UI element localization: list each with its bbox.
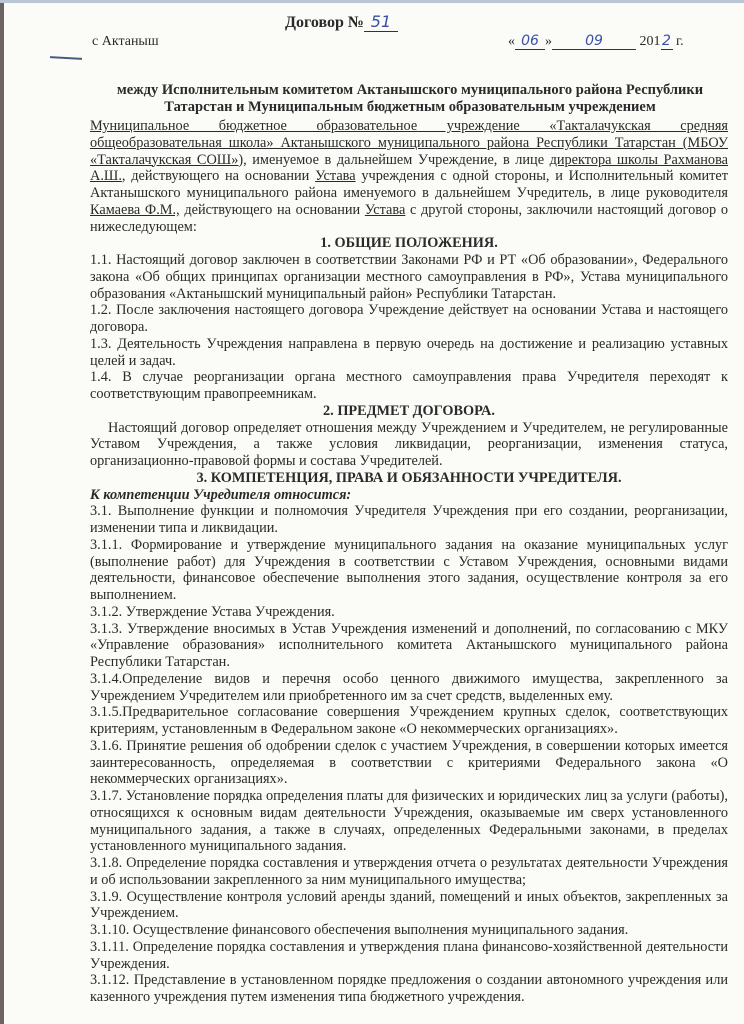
text-segment: учреждения с одной стороны, и Исполнительный комитет Актанышского муниципального района именуемого в дальнейшем Учредитель, в лице руководителя	[90, 168, 728, 201]
clause-paragraph: 1.4. В случае реорганизации органа местного самоуправления права Учредителя переходят к соответствующим правопреемникам.	[90, 369, 728, 402]
scan-edge-left	[0, 0, 4, 1024]
contract-number: 51	[364, 12, 398, 32]
underlined-segment: Муниципальное бюджетное образовательное учреждение «Такталачукская средняя общеобразовательная школа» Актанышского муниципального района Республики Татарстан (МБОУ «Такталачукская СОШ»),	[90, 118, 728, 168]
section-heading: 3. КОМПЕТЕНЦИЯ, ПРАВА И ОБЯЗАННОСТИ УЧРЕДИТЕЛЯ.	[196, 469, 622, 486]
clause-paragraph: Настоящий договор определяет отношения между Учреждением и Учредителем, не регулированные Уставом Учреждения, а также условия ликвидации, реорганизации, изменения статуса, организационно-правовой формы и состава Учредителей.	[90, 419, 728, 469]
clause-paragraph: 3.1.11. Определение порядка составления и утверждения плана финансово-хозяйственной деятельности Учреждения.	[90, 938, 728, 972]
clause-paragraph: 3.1.8. Определение порядка составления и утверждения отчета о результатах деятельности Учреждения и об использовании закрепленного за ним муниципального имущества;	[90, 855, 728, 888]
clause-paragraph: 3.1.1. Формирование и утверждение муниципального задания на оказание муниципальных услуг (выполнение работ) для Учреждения в соответствии с Уставом Учреждения, основными видами деятельности, финансовое обеспечение выполнения этого задания, осуществление контроля за его выполнением.	[90, 536, 728, 603]
clause-paragraph: 3.1.5.Предварительное согласование совершения Учреждением крупных сделок, соответствующих критериям, установленным в Федеральном законе «О некоммерческих организациях».	[90, 704, 728, 737]
title-text: Договор №	[285, 14, 364, 31]
underlined-segment: директора школы Рахманова А.Ш.	[90, 151, 728, 185]
clause-paragraph: 3.1.6. Принятие решения об одобрении сделок с участием Учреждения, в совершении которых имеется заинтересованность, определяемая в соответствии с критериями Федерального закона «О некоммерческих организациях».	[90, 737, 728, 788]
underlined-segment: Камаева Ф.М.,	[90, 201, 180, 218]
scan-edge-top	[0, 0, 744, 3]
contract-date	[508, 33, 684, 50]
date-year-prefix: 201	[639, 34, 661, 49]
date-year-digit: 2	[662, 33, 671, 49]
underlined-segment: Устава	[315, 168, 356, 185]
sections	[90, 235, 728, 1006]
text-segment: , действующего на основании	[121, 168, 316, 185]
section-heading: 1. ОБЩИЕ ПОЛОЖЕНИЯ.	[320, 235, 498, 252]
contract-title	[285, 12, 398, 32]
clause-paragraph: 1.3. Деятельность Учреждения направлена в первую очередь на достижение и реализацию уставных целей и задач.	[90, 335, 728, 369]
text-segment: с другой стороны, заключили настоящий договор о нижеследующем:	[90, 201, 728, 235]
clause-paragraph: 3.1.2. Утверждение Устава Учреждения.	[90, 603, 335, 620]
clause-paragraph: 3.1.9. Осуществление контроля условий аренды зданий, помещений и иных объектов, закрепленных за Учреждением.	[90, 888, 728, 922]
contract-place: с Актаныш	[92, 34, 159, 49]
clause-paragraph: 3.1.12. Представление в установленном порядке предложения о создании автономного учреждения или казенного учреждения путем изменения типа бюджетного учреждения.	[90, 972, 728, 1005]
section-subheading: К компетенции Учредителя относится:	[90, 486, 352, 503]
date-month: 09	[552, 33, 636, 50]
text-segment: именуемое в дальнейшем Учреждение, в лице	[246, 151, 550, 168]
clause-paragraph: 1.1. Настоящий договор заключен в соответствии Законами РФ и РТ «Об образовании», Федерального закона «Об общих принципах организации местного самоуправления в РФ», Устава муниципального образования «Актанышский муниципальный район» Республики Татарстан.	[90, 252, 728, 302]
date-quote-open: «	[508, 34, 515, 49]
parties-line: Татарстан и Муниципальным бюджетным образовательным учреждением	[164, 99, 656, 115]
intro-paragraph	[90, 118, 728, 235]
document-body	[90, 118, 728, 1006]
clause-paragraph: 3.1.10. Осуществление финансового обеспечения выполнения муниципального задания.	[90, 922, 629, 938]
date-quote-close: »	[545, 34, 552, 49]
clause-paragraph: 1.2. После заключения настоящего договора Учреждение действует на основании Устава и настоящего договора.	[90, 302, 728, 335]
text-segment: действующего на основании	[179, 201, 365, 218]
date-day: 06	[515, 33, 545, 50]
date-year-suffix: г.	[672, 34, 684, 49]
clause-paragraph: 3.1. Выполнение функции и полномочия Учредителя Учреждения при его создании, реорганизации, изменении типа и ликвидации.	[90, 503, 728, 536]
parties-heading	[90, 82, 730, 116]
parties-line: между Исполнительным комитетом Актанышского муниципального района Республики	[116, 82, 704, 98]
clause-paragraph: 3.1.4.Определение видов и перечня особо ценного движимого имущества, закрепленного за Учреждением Учредителем или приобретенного им за счет средств, выделенных ему.	[90, 670, 728, 704]
clause-paragraph: 3.1.3. Утверждение вносимых в Устав Учреждения изменений и дополнений, по согласованию с МКУ «Управление образования» исполнительного комитета Актанышского муниципального района Республики Татарстан.	[90, 620, 728, 670]
underlined-segment: Устава	[364, 201, 406, 218]
pen-mark	[50, 56, 82, 60]
section-heading: 2. ПРЕДМЕТ ДОГОВОРА.	[323, 402, 495, 419]
clause-paragraph: 3.1.7. Установление порядка определения платы для физических и юридических лиц за услуги (работы), относящихся к основным видам деятельности Учреждения, оказываемые им сверх установленного муниципального задания, а также в случаях, определенных Федеральными законами, в пределах установленного муниципального задания.	[90, 788, 728, 855]
